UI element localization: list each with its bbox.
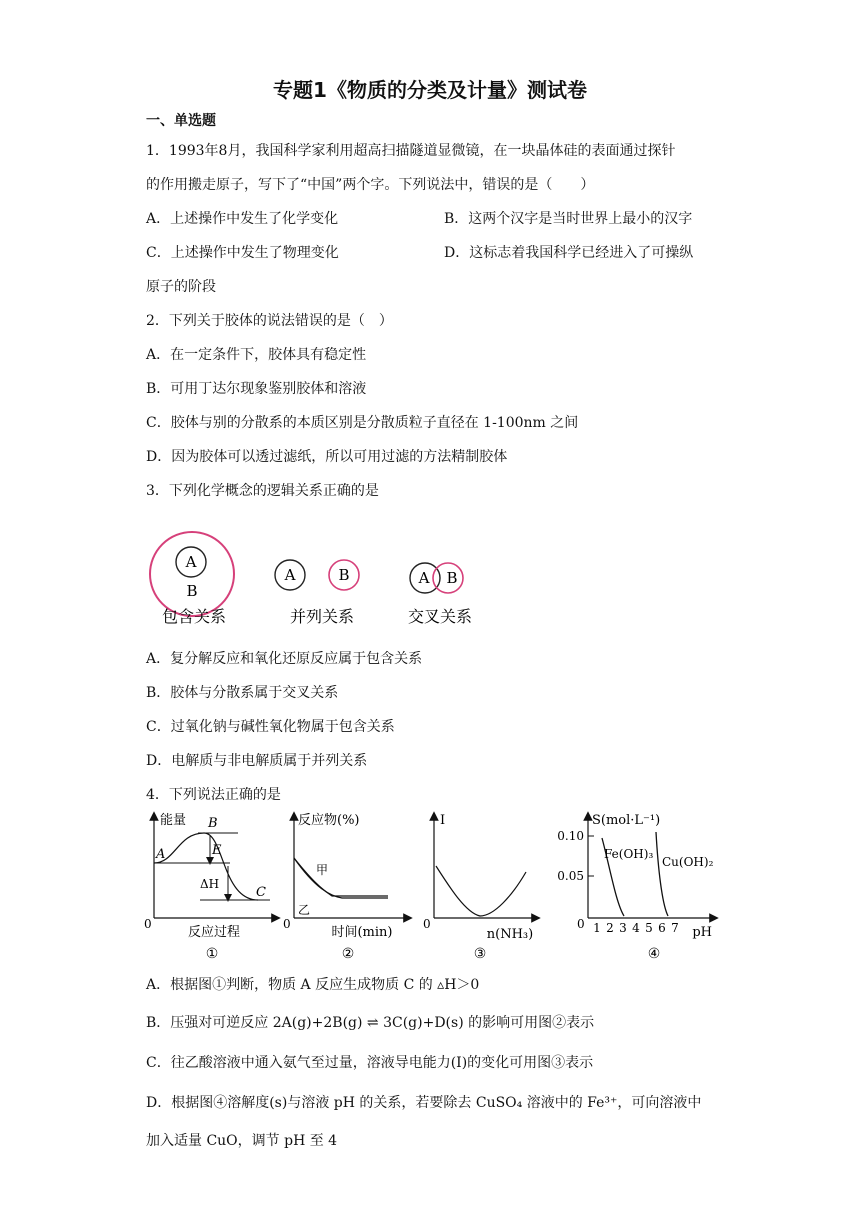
svg-text:1: 1 (593, 921, 601, 935)
q1-stem-line1: 1．1993年8月，我国科学家利用超高扫描隧道显微镜，在一块晶体硅的表面通过探针 (146, 143, 676, 159)
q2-option-b[interactable]: B．可用丁达尔现象鉴别胶体和溶液 (146, 381, 367, 397)
q1-option-a[interactable]: A．上述操作中发生了化学变化 (146, 211, 339, 227)
q2-option-a[interactable]: A．在一定条件下，胶体具有稳定性 (146, 347, 367, 363)
svg-text:S(mol·L⁻¹): S(mol·L⁻¹) (592, 813, 661, 828)
q4-option-d-cont: 加入适量 CuO，调节 pH 至 4 (146, 1133, 338, 1149)
svg-text:3: 3 (619, 921, 627, 935)
q3-option-c[interactable]: C．过氧化钠与碱性氧化物属于包含关系 (146, 719, 395, 735)
q3-option-b[interactable]: B．胶体与分散系属于交叉关系 (146, 685, 339, 701)
svg-text:0: 0 (423, 917, 431, 931)
q3-option-d[interactable]: D．电解质与非电解质属于并列关系 (146, 753, 368, 769)
svg-text:ΔH: ΔH (200, 877, 220, 891)
svg-text:pH: pH (692, 925, 712, 940)
svg-text:C: C (256, 885, 266, 900)
svg-text:0.05: 0.05 (557, 869, 584, 883)
q1-option-c[interactable]: C．上述操作中发生了物理变化 (146, 245, 339, 261)
q3-stem: 3．下列化学概念的逻辑关系正确的是 (146, 483, 379, 499)
svg-text:反应过程: 反应过程 (187, 925, 241, 940)
q4-stem: 4．下列说法正确的是 (146, 787, 281, 803)
q3-option-a[interactable]: A．复分解反应和氧化还原反应属于包含关系 (146, 651, 423, 667)
svg-text:6: 6 (658, 921, 666, 935)
q4-option-b[interactable]: B．压强对可逆反应 2A(g)+2B(g) ⇌ 3C(g)+D(s) 的影响可用图②表示 (146, 1015, 595, 1031)
svg-text:5: 5 (645, 921, 653, 935)
svg-text:B: B (208, 816, 218, 831)
q4-option-a[interactable]: A．根据图①判断，物质 A 反应生成物质 C 的 ▵H＞0 (146, 977, 480, 993)
svg-text:7: 7 (671, 921, 679, 935)
cross-label-b: B (446, 569, 458, 587)
page-title: 专题1《物质的分类及计量》测试卷 (273, 78, 587, 102)
svg-text:②: ② (341, 946, 355, 962)
svg-text:①: ① (205, 946, 219, 962)
parallel-label-b: B (338, 566, 350, 584)
label-cross-relation: 交叉关系 (407, 607, 473, 626)
svg-text:n(NH₃): n(NH₃) (486, 927, 534, 942)
svg-text:甲: 甲 (316, 863, 329, 877)
q1-option-d[interactable]: D．这标志着我国科学已经进入了可操纵 (444, 245, 694, 261)
contain-label-b: B (186, 582, 198, 600)
contain-outer-circle (150, 532, 234, 616)
svg-text:0.10: 0.10 (557, 829, 584, 843)
svg-text:④: ④ (647, 946, 661, 962)
svg-text:Cu(OH)₂: Cu(OH)₂ (662, 855, 714, 869)
q2-stem: 2．下列关于胶体的说法错误的是（ ） (146, 313, 393, 329)
graph-3-conductivity (423, 813, 536, 962)
cross-label-a: A (418, 569, 430, 587)
contain-label-a: A (185, 553, 197, 571)
q4-graphs-figure (140, 808, 730, 964)
q2-option-d[interactable]: D．因为胶体可以透过滤纸，所以可用过滤的方法精制胶体 (146, 449, 508, 465)
svg-text:I: I (440, 813, 446, 828)
label-parallel-relation: 并列关系 (289, 607, 355, 626)
svg-text:0: 0 (144, 917, 152, 931)
q3-venn-figure (140, 520, 500, 632)
parallel-label-a: A (284, 566, 296, 584)
q2-option-c[interactable]: C．胶体与别的分散系的本质区别是分散质粒子直径在 1-100nm 之间 (146, 415, 579, 431)
label-contain-relation: 包含关系 (161, 607, 227, 626)
svg-text:2: 2 (606, 921, 614, 935)
svg-text:0: 0 (577, 917, 585, 931)
q1-option-b[interactable]: B．这两个汉字是当时世界上最小的汉字 (444, 211, 693, 227)
svg-text:A: A (156, 847, 166, 862)
section-heading: 一、单选题 (146, 113, 216, 129)
q1-stem-line2: 的作用搬走原子，写下了“中国”两个字。下列说法中，错误的是（ ） (146, 177, 595, 193)
svg-text:E: E (212, 843, 222, 858)
q1-option-d-cont: 原子的阶段 (146, 279, 216, 295)
q4-option-d[interactable]: D．根据图④溶解度(s)与溶液 pH 的关系，若要除去 CuSO₄ 溶液中的 Fe³⁺，可向溶液中 (146, 1095, 702, 1111)
svg-text:0: 0 (283, 917, 291, 931)
graph-4-solubility (557, 813, 714, 962)
svg-text:乙: 乙 (298, 903, 311, 917)
svg-text:反应物(%): 反应物(%) (298, 813, 360, 828)
svg-text:时间(min): 时间(min) (331, 925, 393, 940)
q4-option-c[interactable]: C．往乙酸溶液中通入氨气至过量，溶液导电能力(I)的变化可用图③表示 (146, 1055, 594, 1071)
svg-text:能量: 能量 (160, 813, 187, 828)
svg-text:4: 4 (632, 921, 640, 935)
graph-2-reactant (283, 812, 408, 962)
svg-text:Fe(OH)₃: Fe(OH)₃ (604, 847, 654, 861)
svg-text:③: ③ (473, 946, 487, 962)
graph-1-energy (144, 812, 276, 962)
